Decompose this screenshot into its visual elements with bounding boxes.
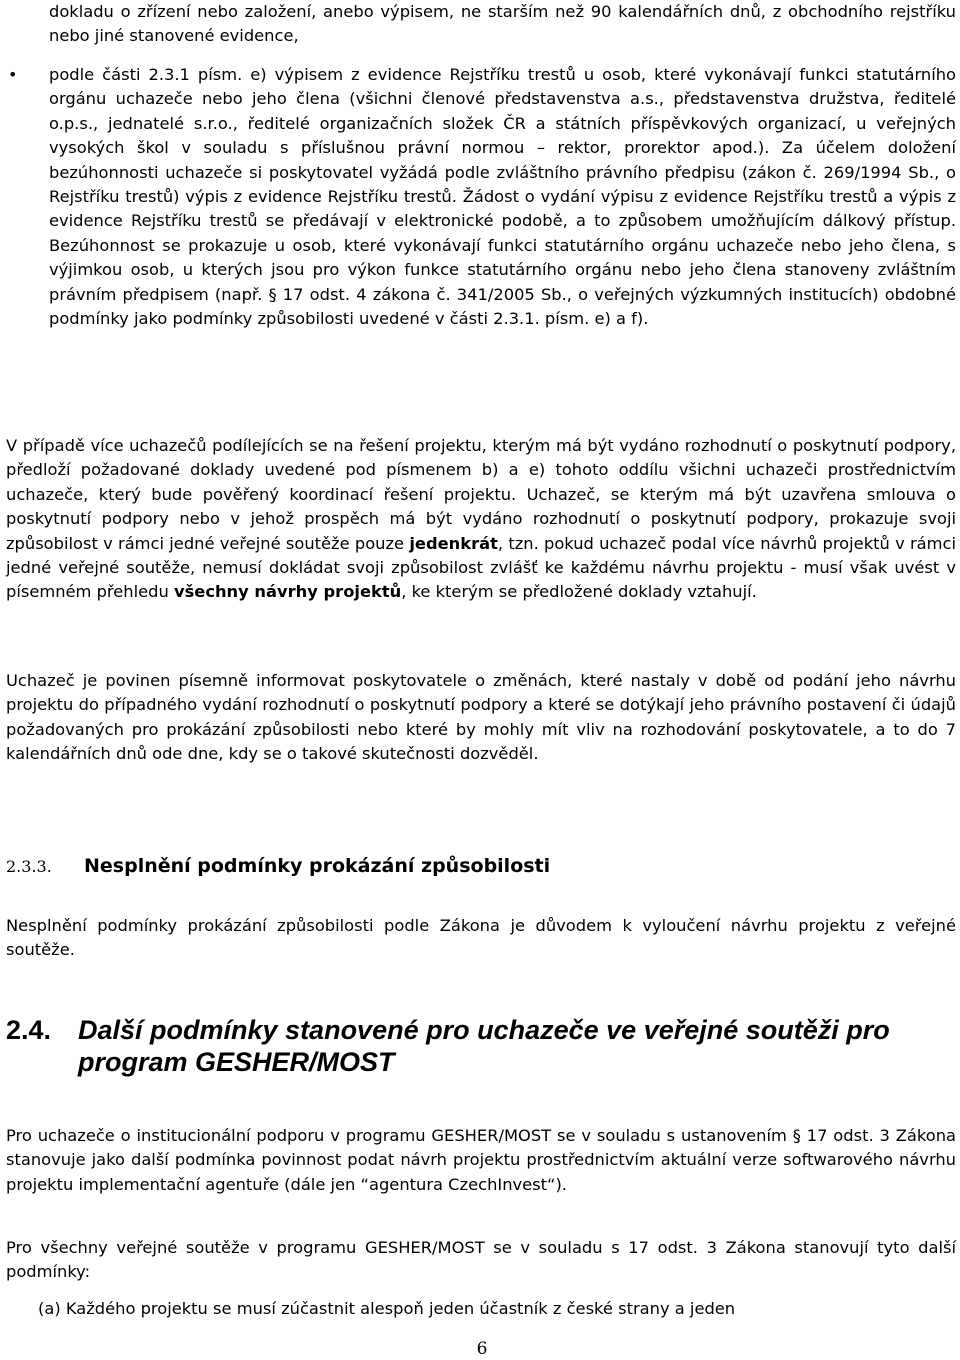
bullet-item-criminal-record [49, 63, 956, 331]
section-heading-2-3-3 [6, 852, 946, 881]
intro-continuation: dokladu o zřízení nebo založení, anebo výpisem, ne starším než 90 kalendářních dnů, z obchodního rejstříku nebo jiné stanovené evidence, [49, 2, 956, 46]
support-text-a: Pro uchazeče o institucionální podporu v programu GESHER/MOST se v souladu s ustanovením [6, 1126, 793, 1145]
consortium-text-c: , ke kterým se předložené doklady vztahují. [401, 582, 757, 602]
consortium-text-a: V případě více uchazečů podílejících se na řešení projektu, kterým má být vydáno rozhodnutí o poskytnutí podpory, předloží požadované doklady uvedené pod písmenem b) a e) tohoto oddílu všichni uchazeči prostřednictvím uchazeče, který bude pověřený koordinací řešení projektu. Uchazeč, se kterým má být uzavřena smlouva o poskytnutí podpory nebo v jehož prospěch má být vydáno rozhodnutí o poskytnutí podpory, prokazuje svoji způsobilost v rámci jedné veřejné soutěže pouze [6, 436, 956, 553]
consortium-bold-once: jedenkrát [409, 533, 498, 553]
section-heading-2-4 [6, 1014, 956, 1078]
section-number: 2.4. [6, 1015, 52, 1045]
consortium-bold-all-projects: všechny návrhy projektů [173, 582, 402, 602]
paragraph-all-competitions: Pro všechny veřejné soutěže v programu GESHER/MOST se v souladu s 17 odst. 3 Zákona stanovují tyto další podmínky: [6, 1238, 956, 1282]
section-title: Nesplnění podmínky prokázání způsobilosti [84, 855, 551, 877]
section-number: 2.3.3. [6, 857, 52, 876]
bullet-icon: • [8, 65, 18, 84]
section-sign: § [268, 284, 277, 304]
paragraph-changes: Uchazeč je povinen písemně informovat poskytovatele o změnách, které nastaly v době od podání jeho návrhu projektu do případného vydání rozhodnutí o poskytnutí podpory a které se dotýkají jeho právního postavení či údajů požadovaných pro prokázání způsobilosti nebo které by mohly mít vliv na rozhodování poskytovatele, a to do 7 kalendářních dnů ode dne, kdy se o takové skutečnosti dozvěděl. [6, 671, 956, 764]
bullet-text-part1: podle části 2.3.1 písm. e) výpisem z evidence Rejstříku trestů u osob, které vykonávají funkci statutárního orgánu uchazeče nebo jeho člena (všichni členové představenstva a.s., představenstva družstva, ředitelé o.p.s., jednatelé s.r.o., ředitelé organizačních složek ČR a státních příspěvkových organizací, u veřejných vysokých škol v souladu s příslušnou právní normou – rektor, prorektor apod.). Za účelem doložení bezúhonnosti uchazeče si poskytovatel vyžádá podle zvláštního právního předpisu (zákon č. 269/1994 Sb., o Rejstříku trestů) výpis z evidence Rejstříku trestů. Žádost o vydání výpisu z evidence Rejstříku trestů a výpis z evidence Rejstříku trestů se předávají v elektronické podobě, a to způsobem umožňujícím dálkový přístup. Bezúhonnost se prokazuje u osob, které vykonávají funkci statutárního orgánu uchazeče nebo jeho člena, s výjimkou osob, u kterých jsou pro výkon funkce statutárního orgánu nebo jeho člena stanoveny zvláštním právním předpisem (např. [49, 65, 956, 304]
consortium-text-b: , tzn. pokud uchazeč podal více návrhů projektů v rámci jedné veřejné soutěže, nemusí dokládat svoji způsobilost zvlášť ke každému návrhu projektu - musí však uvést v písemném přehledu [6, 533, 956, 602]
paragraph-institutional-support [6, 1124, 956, 1197]
page-number: 6 [476, 1339, 488, 1359]
section-title: Další podmínky stanovené pro uchazeče ve veřejné soutěži pro program GESHER/MOST [78, 1015, 890, 1077]
paragraph-consortium [6, 434, 956, 605]
section-sign: § [792, 1126, 801, 1145]
paragraph-non-compliance: Nesplnění podmínky prokázání způsobilosti podle Zákona je důvodem k vyloučení návrhu projektu z veřejné soutěže. [6, 916, 956, 960]
bullet-text-part2: 17 odst. 4 zákona č. 341/2005 Sb., o veřejných výzkumných institucích) obdobné podmínky jako podmínky způsobilosti uvedené v části 2.3.1. písm. e) a f). [49, 284, 956, 329]
support-text-b: 17 odst. 3 Zákona stanovuje jako další podmínka povinnost podat návrh projektu prostřednictvím aktuální verze softwarového návrhu projektu implementační agentuře (dále jen “agentura CzechInvest“). [6, 1126, 956, 1194]
list-item-a: (a) Každého projektu se musí zúčastnit alespoň jeden účastník z české strany a jeden [38, 1299, 736, 1318]
